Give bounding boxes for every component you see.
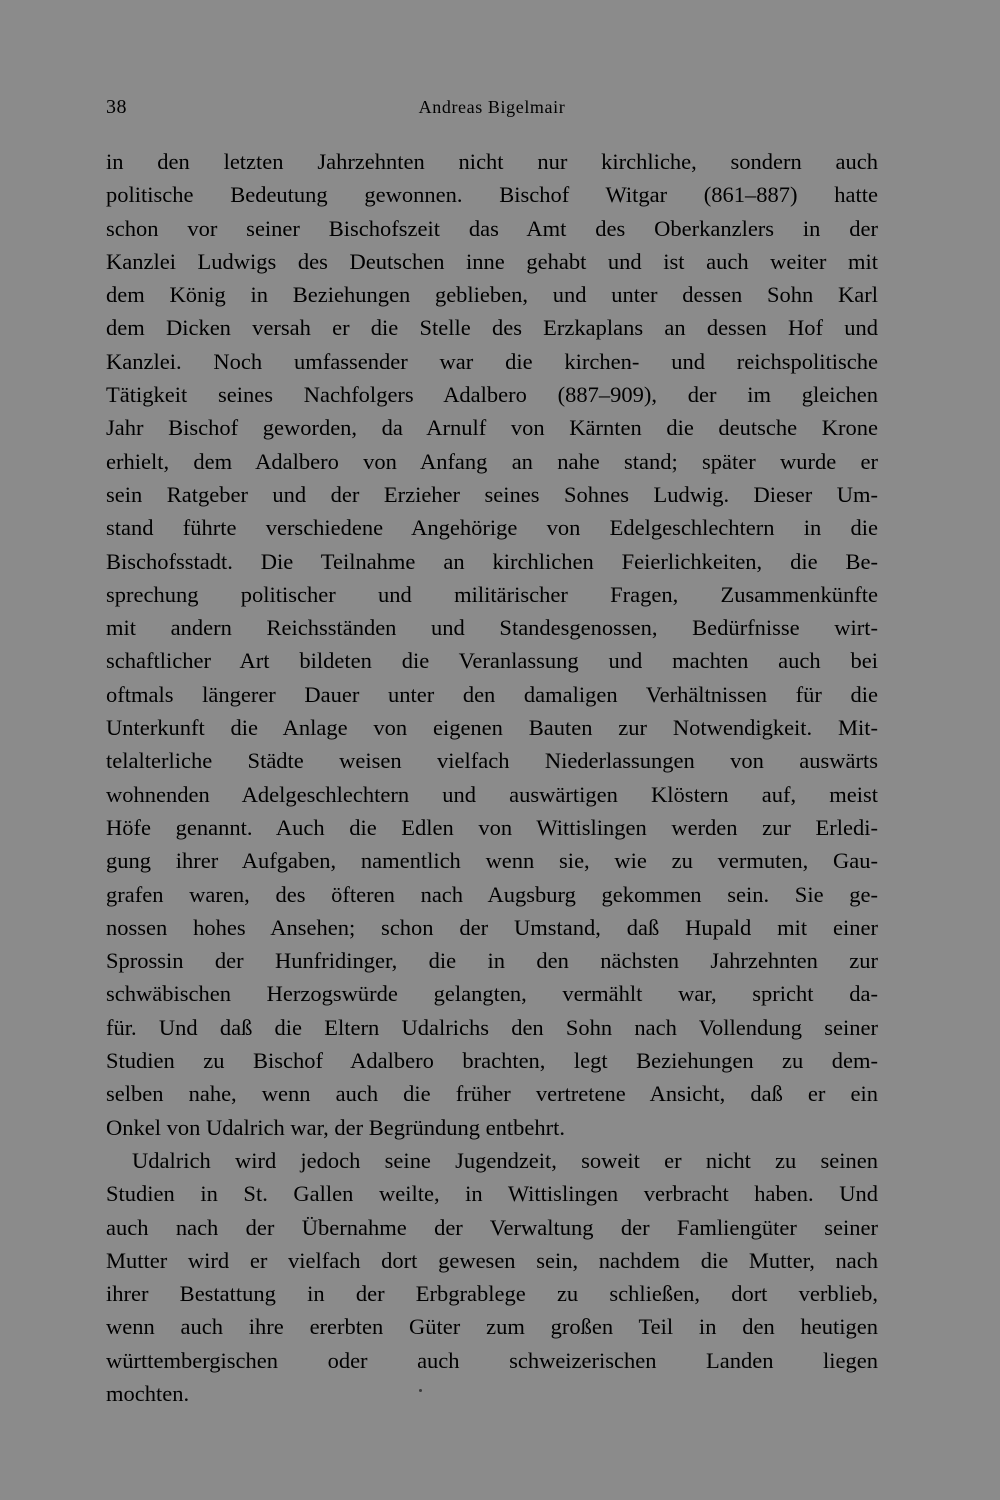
- text-line: schaftlicher Art bildeten die Veranlassung und machten auch bei: [106, 648, 878, 674]
- text-line: Sprossin der Hunfridinger, die in den nächsten Jahrzehnten zur: [106, 948, 878, 974]
- text-line: oftmals längerer Dauer unter den damaligen Verhältnissen für die: [106, 681, 878, 707]
- text-line: erhielt, dem Adalbero von Anfang an nahe stand; später wurde er: [106, 448, 878, 474]
- text-line: Kanzlei. Noch umfassender war die kirchen- und reichspolitische: [106, 348, 878, 374]
- text-line: politische Bedeutung gewonnen. Bischof Witgar (861–887) hatte: [106, 182, 878, 208]
- text-line: sprechung politischer und militärischer Fragen, Zusammenkünfte: [106, 581, 878, 607]
- running-head: [106, 92, 878, 122]
- text-line: selben nahe, wenn auch die früher vertretene Ansicht, daß er ein: [106, 1081, 878, 1107]
- text-line: mit andern Reichsständen und Standesgenossen, Bedürfnisse wirt-: [106, 615, 878, 641]
- text-line: Udalrich wird jedoch seine Jugendzeit, soweit er nicht zu seinen: [132, 1147, 878, 1173]
- text-line: württembergischen oder auch schweizerischen Landen liegen: [106, 1347, 878, 1373]
- text-line: ihrer Bestattung in der Erbgrablege zu schließen, dort verblieb,: [106, 1281, 878, 1307]
- text-line: Unterkunft die Anlage von eigenen Bauten zur Notwendigkeit. Mit-: [106, 715, 878, 741]
- text-line: schon vor seiner Bischofszeit das Amt des Oberkanzlers in der: [106, 215, 878, 241]
- text-line: Kanzlei Ludwigs des Deutschen inne gehabt und ist auch weiter mit: [106, 248, 878, 274]
- text-line: Bischofsstadt. Die Teilnahme an kirchlichen Feierlichkeiten, die Be-: [106, 548, 878, 574]
- body-text: [106, 145, 878, 1410]
- page-number: 38: [106, 96, 127, 118]
- paragraph-1: [106, 145, 878, 1144]
- text-line: Tätigkeit seines Nachfolgers Adalbero (887–909), der im gleichen: [106, 382, 878, 408]
- text-line: mochten.: [106, 1380, 190, 1406]
- text-line: sein Ratgeber und der Erzieher seines Sohnes Ludwig. Dieser Um-: [106, 481, 878, 507]
- text-line: Studien in St. Gallen weilte, in Wittislingen verbracht haben. Und: [106, 1181, 878, 1207]
- text-line: für. Und daß die Eltern Udalrichs den Sohn nach Vollendung seiner: [106, 1014, 878, 1040]
- text-line: grafen waren, des öfteren nach Augsburg gekommen sein. Sie ge-: [106, 881, 878, 907]
- text-line: dem König in Beziehungen geblieben, und unter dessen Sohn Karl: [106, 282, 878, 308]
- text-line: wenn auch ihre ererbten Güter zum großen Teil in den heutigen: [106, 1314, 878, 1340]
- text-line: Studien zu Bischof Adalbero brachten, legt Beziehungen zu dem-: [106, 1048, 878, 1074]
- text-line: gung ihrer Aufgaben, namentlich wenn sie, wie zu vermuten, Gau-: [106, 848, 878, 874]
- text-line: in den letzten Jahrzehnten nicht nur kirchliche, sondern auch: [106, 149, 878, 174]
- paragraph-2: [106, 1144, 878, 1410]
- text-line: auch nach der Übernahme der Verwaltung der Famliengüter seiner: [106, 1214, 878, 1240]
- running-head-author: Andreas Bigelmair: [418, 97, 566, 117]
- text-line: dem Dicken versah er die Stelle des Erzkaplans an dessen Hof und: [106, 315, 878, 341]
- text-line: stand führte verschiedene Angehörige von Edelgeschlechtern in die: [106, 515, 878, 541]
- text-line: Onkel von Udalrich war, der Begründung entbehrt.: [106, 1114, 565, 1140]
- text-line: schwäbischen Herzogswürde gelangten, vermählt war, spricht da-: [106, 981, 878, 1007]
- text-line: wohnenden Adelgeschlechtern und auswärtigen Klöstern auf, meist: [106, 781, 878, 807]
- text-line: Jahr Bischof geworden, da Arnulf von Kärnten die deutsche Krone: [106, 415, 878, 441]
- text-line: nossen hohes Ansehen; schon der Umstand, daß Hupald mit einer: [106, 914, 878, 940]
- text-line: Höfe genannt. Auch die Edlen von Wittislingen werden zur Erledi-: [106, 814, 878, 840]
- text-line: telalterliche Städte weisen vielfach Niederlassungen von auswärts: [106, 748, 878, 774]
- print-speck: [419, 1389, 422, 1392]
- text-line: Mutter wird er vielfach dort gewesen sein, nachdem die Mutter, nach: [106, 1247, 878, 1273]
